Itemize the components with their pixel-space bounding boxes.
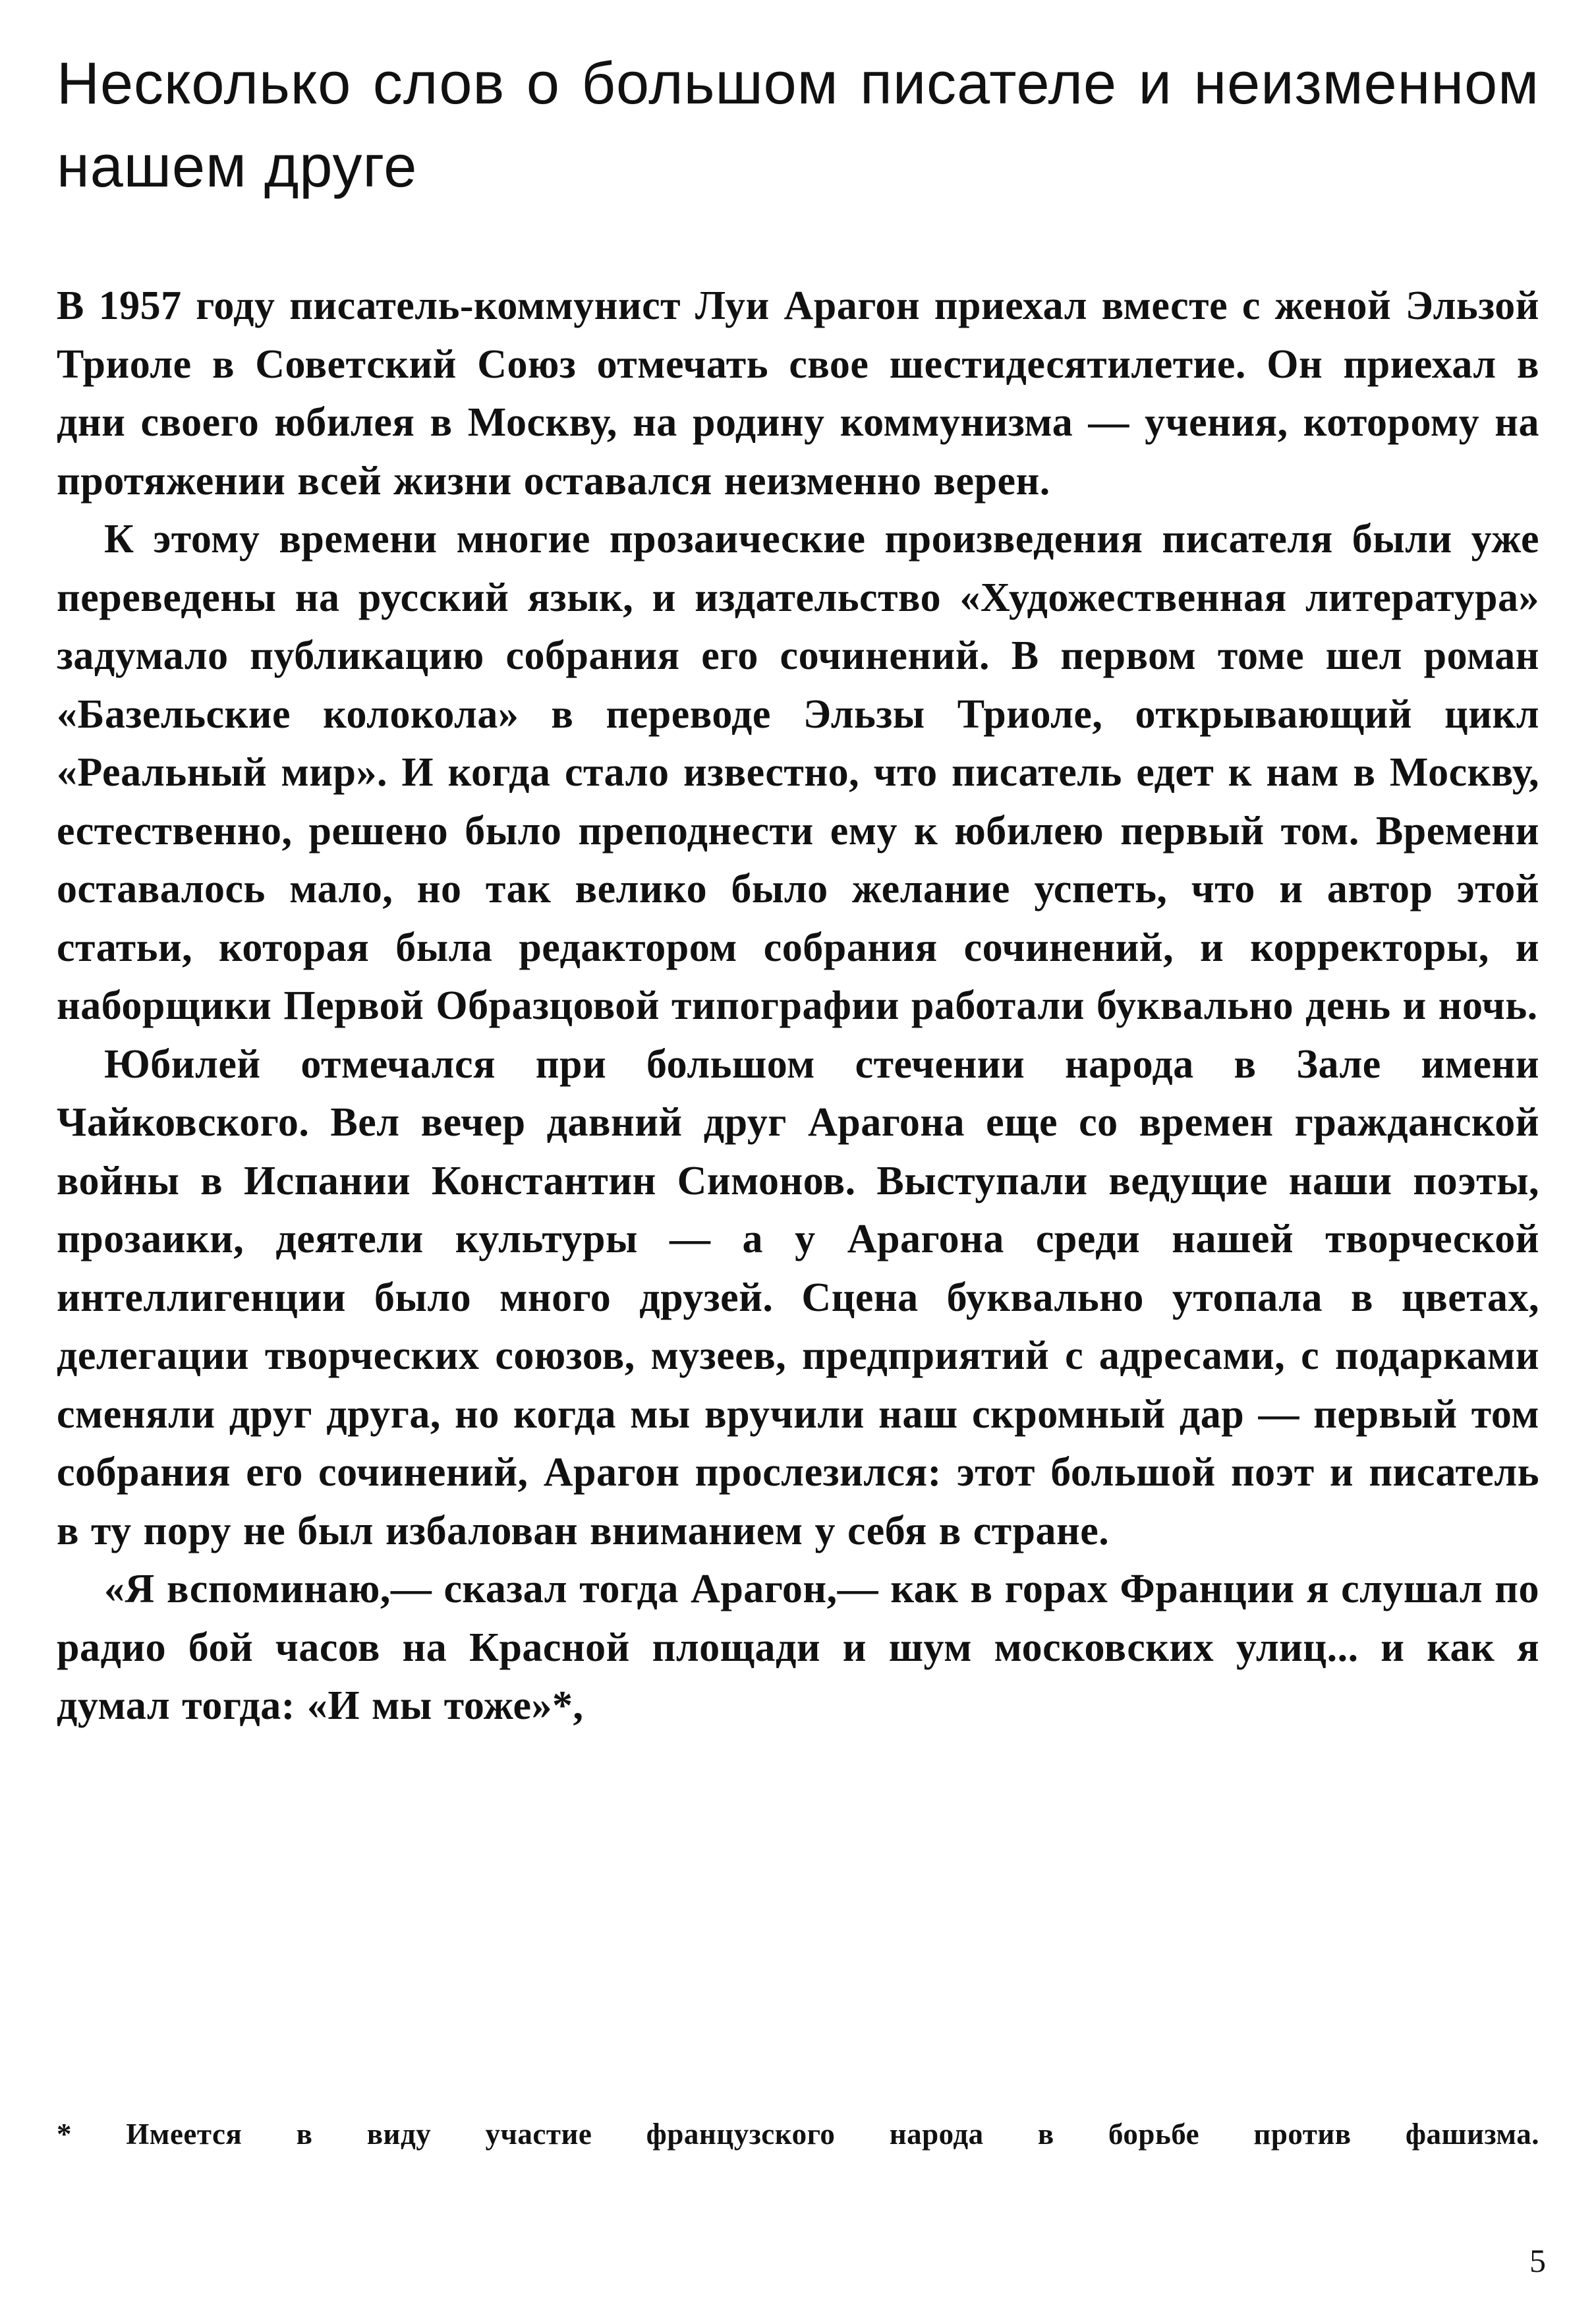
paragraph-3: Юбилей отмечался при большом стечении народа в Зале имени Чайковского. Вел вечер давний друг Арагона еще со времен гражданской войны в Испании Константин Симонов. Выступали ведущие наши поэты, прозаики, деятели культуры — а у Арагона среди нашей творческой интеллигенции было много друзей. Сцена буквально утопала в цветах, делегации творческих союзов, музеев, предприятий с адресами, с подарками сменяли друг друга, но когда мы вручили наш скромный дар — первый том собрания его сочинений, Арагон прослезился: этот большой поэт и писатель в ту пору не был избалован вниманием у себя в стране. <box>57 1041 1539 1553</box>
footnote: * Имеется в виду участие французского народа в борьбе против фашизма. <box>57 2118 1539 2151</box>
paragraph-4: «Я вспоминаю,— сказал тогда Арагон,— как в горах Франции я слушал по радио бой часов на Красной площади и шум московских улиц... и как я думал тогда: «И мы тоже»*, <box>57 1567 1539 1728</box>
paragraph-1: В 1957 году писатель-коммунист Луи Арагон приехал вместе с женой Эльзой Триоле в Советский Союз отмечать свое шестидесятилетие. Он приехал в дни своего юбилея в Москву, на родину коммунизма — учения, которому на протяжении всей жизни оставался неизменно верен. <box>57 283 1539 504</box>
page-title: Несколько слов о большом писателе и неизменном нашем друге <box>57 51 1539 200</box>
page-number: 5 <box>1529 2242 1546 2279</box>
article-body <box>57 277 1539 1735</box>
paragraph-2: К этому времени многие прозаические произведения писателя были уже переведены на русский язык, и издательство «Художественная литература» задумало публикацию собрания его сочинений. В первом томе шел роман «Базельские колокола» в переводе Эльзы Триоле, открывающий цикл «Реальный мир». И когда стало известно, что писатель едет к нам в Москву, естественно, решено было преподнести ему к юбилею первый том. Времени оставалось мало, но так велико было желание успеть, что и автор этой статьи, которая была редактором собрания сочинений, и корректоры, и наборщики Первой Образцовой типографии работали буквально день и ночь. <box>57 517 1539 1028</box>
